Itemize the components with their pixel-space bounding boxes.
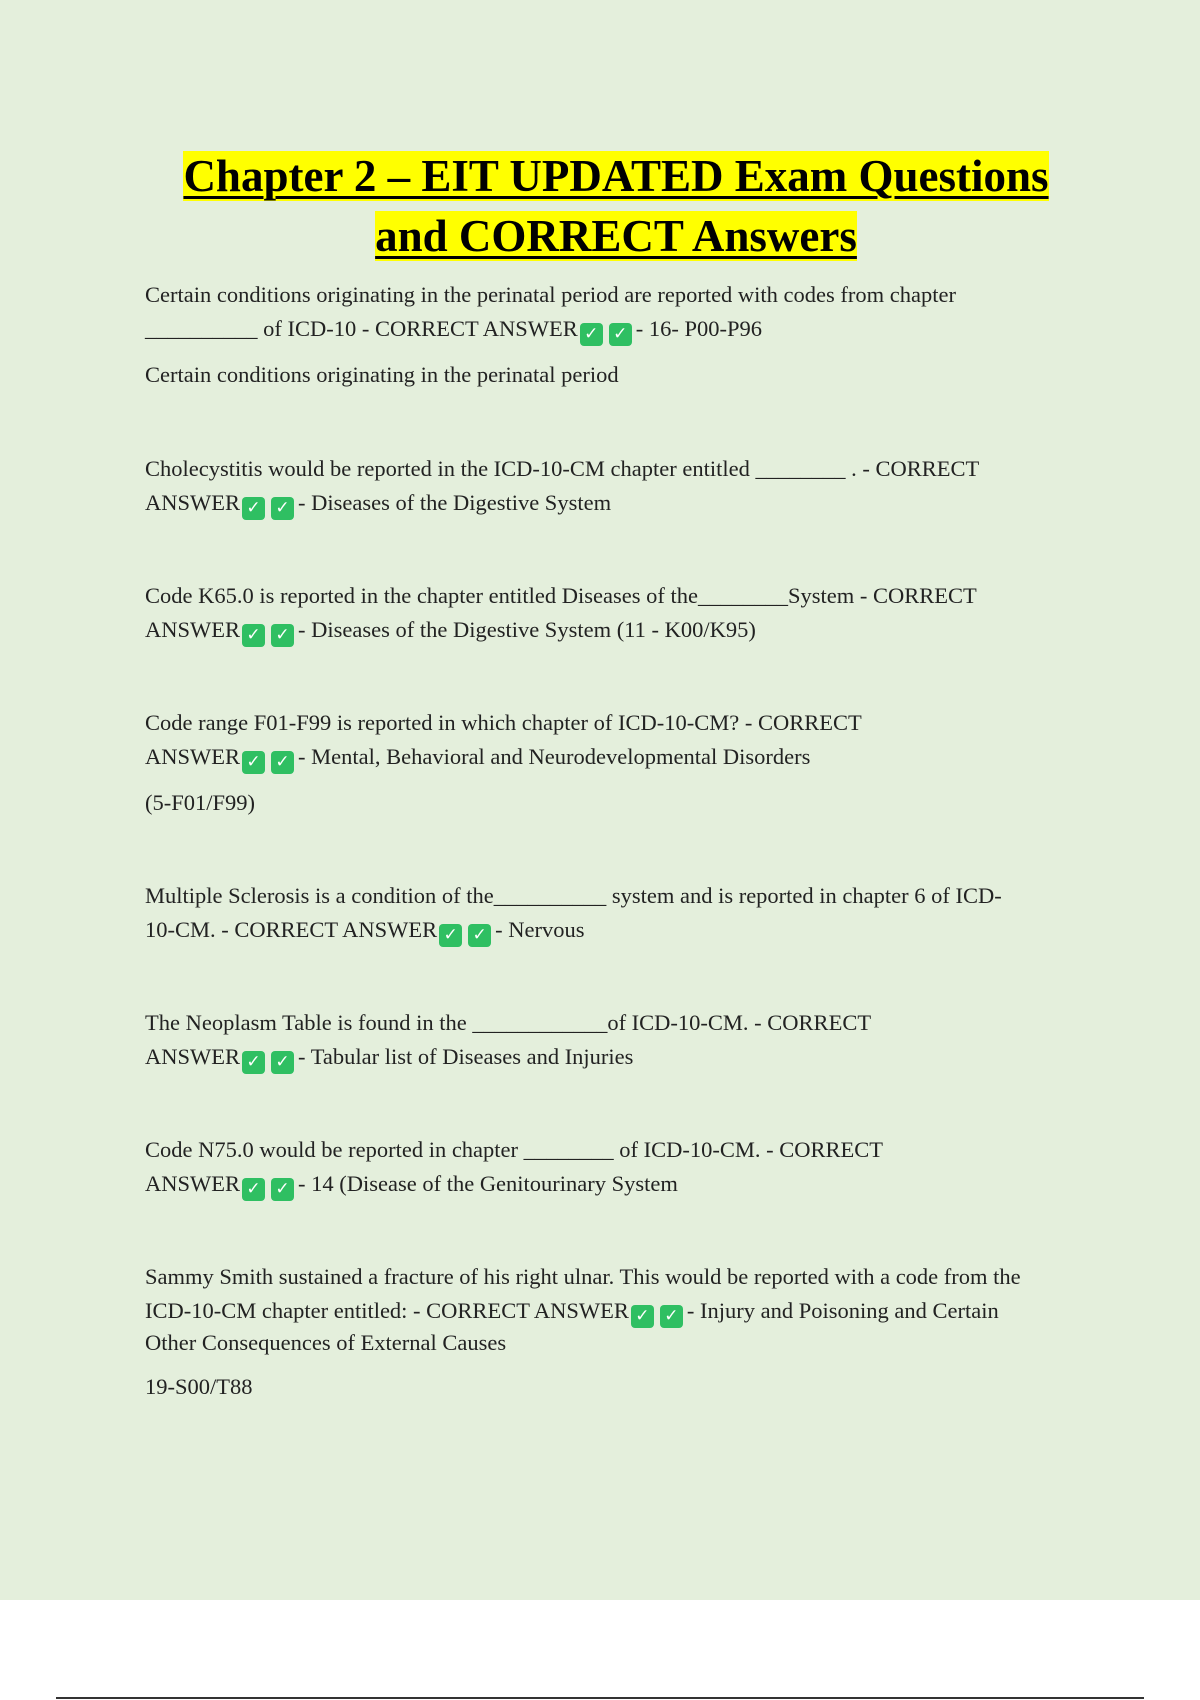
check-box-icon: ✓ [271, 497, 294, 520]
check-box-icon: ✓ [242, 1178, 265, 1201]
check-box-icon: ✓ [580, 323, 603, 346]
question-line: The Neoplasm Table is found in the ____________of ICD-10-CM. - CORRECT [145, 1010, 872, 1035]
document-title [144, 146, 1088, 266]
question-text: ANSWER [145, 1044, 240, 1069]
title-line-1: Chapter 2 – EIT UPDATED Exam Questions [183, 151, 1049, 201]
question-answer-line [145, 1167, 1090, 1201]
question-line: Cholecystitis would be reported in the ICD-10-CM chapter entitled ________ . - CORRECT [145, 456, 980, 481]
question-line: Code range F01-F99 is reported in which chapter of ICD-10-CM? - CORRECT [145, 710, 862, 735]
check-box-icon: ✓ [631, 1305, 654, 1328]
check-box-icon: ✓ [271, 1051, 294, 1074]
qa-item [145, 1260, 1090, 1404]
answer-text: - Injury and Poisoning and Certain [686, 1298, 999, 1323]
check-box-icon: ✓ [242, 624, 265, 647]
question-text: 10-CM. - CORRECT ANSWER [145, 917, 438, 942]
qa-item [145, 452, 1090, 520]
question-answer-line [145, 1294, 1090, 1328]
answer-text: - Diseases of the Digestive System (11 - K00/K95) [298, 617, 756, 642]
question-text: ANSWER [145, 490, 240, 515]
title-line-2: and CORRECT Answers [375, 211, 857, 261]
question-text: ANSWER [145, 744, 240, 769]
question-answer-line [145, 613, 1090, 647]
question-text: ANSWER [145, 617, 240, 642]
answer-text: - Nervous [495, 917, 585, 942]
answer-text: - 14 (Disease of the Genitourinary System [298, 1171, 678, 1196]
answer-text: - 16- P00-P96 [635, 316, 762, 341]
answer-text: - Mental, Behavioral and Neurodevelopmental Disorders [298, 744, 811, 769]
answer-note: (5-F01/F99) [145, 790, 256, 815]
check-box-icon: ✓ [271, 624, 294, 647]
question-line: Certain conditions originating in the perinatal period are reported with codes from chapter [145, 282, 956, 307]
check-box-icon: ✓ [271, 751, 294, 774]
check-box-icon: ✓ [660, 1305, 683, 1328]
qa-item [145, 1006, 1090, 1074]
check-box-icon: ✓ [242, 751, 265, 774]
qa-item [145, 1133, 1090, 1201]
check-box-icon: ✓ [242, 497, 265, 520]
question-line: Code N75.0 would be reported in chapter ________ of ICD-10-CM. - CORRECT [145, 1137, 884, 1162]
question-answer-line [145, 913, 1090, 947]
answer-continuation: Other Consequences of External Causes [145, 1330, 507, 1355]
answer-text: - Diseases of the Digestive System [298, 490, 612, 515]
qa-item [145, 579, 1090, 647]
answer-note: 19-S00/T88 [145, 1374, 253, 1399]
question-line: Code K65.0 is reported in the chapter entitled Diseases of the________System - CORRECT [145, 583, 977, 608]
footer-divider [56, 1697, 1144, 1699]
question-line: Multiple Sclerosis is a condition of the__________ system and is reported in chapter 6 of ICD- [145, 883, 1002, 908]
answer-text: - Tabular list of Diseases and Injuries [298, 1044, 634, 1069]
question-text: ANSWER [145, 1171, 240, 1196]
question-text: __________ of ICD-10 - CORRECT ANSWER [145, 316, 578, 341]
question-answer-line [145, 486, 1090, 520]
check-box-icon: ✓ [468, 924, 491, 947]
check-box-icon: ✓ [271, 1178, 294, 1201]
check-box-icon: ✓ [439, 924, 462, 947]
qa-item [145, 706, 1090, 820]
question-line: Sammy Smith sustained a fracture of his right ulnar. This would be reported with a code from the [145, 1264, 1021, 1289]
check-box-icon: ✓ [242, 1051, 265, 1074]
question-answer-line [145, 740, 1090, 774]
question-answer-line [145, 1040, 1090, 1074]
check-box-icon: ✓ [609, 323, 632, 346]
qa-item [145, 278, 1090, 392]
answer-note: Certain conditions originating in the perinatal period [145, 362, 619, 387]
question-text: ICD-10-CM chapter entitled: - CORRECT ANSWER [145, 1298, 629, 1323]
question-answer-line [145, 312, 1090, 346]
qa-item [145, 879, 1090, 947]
